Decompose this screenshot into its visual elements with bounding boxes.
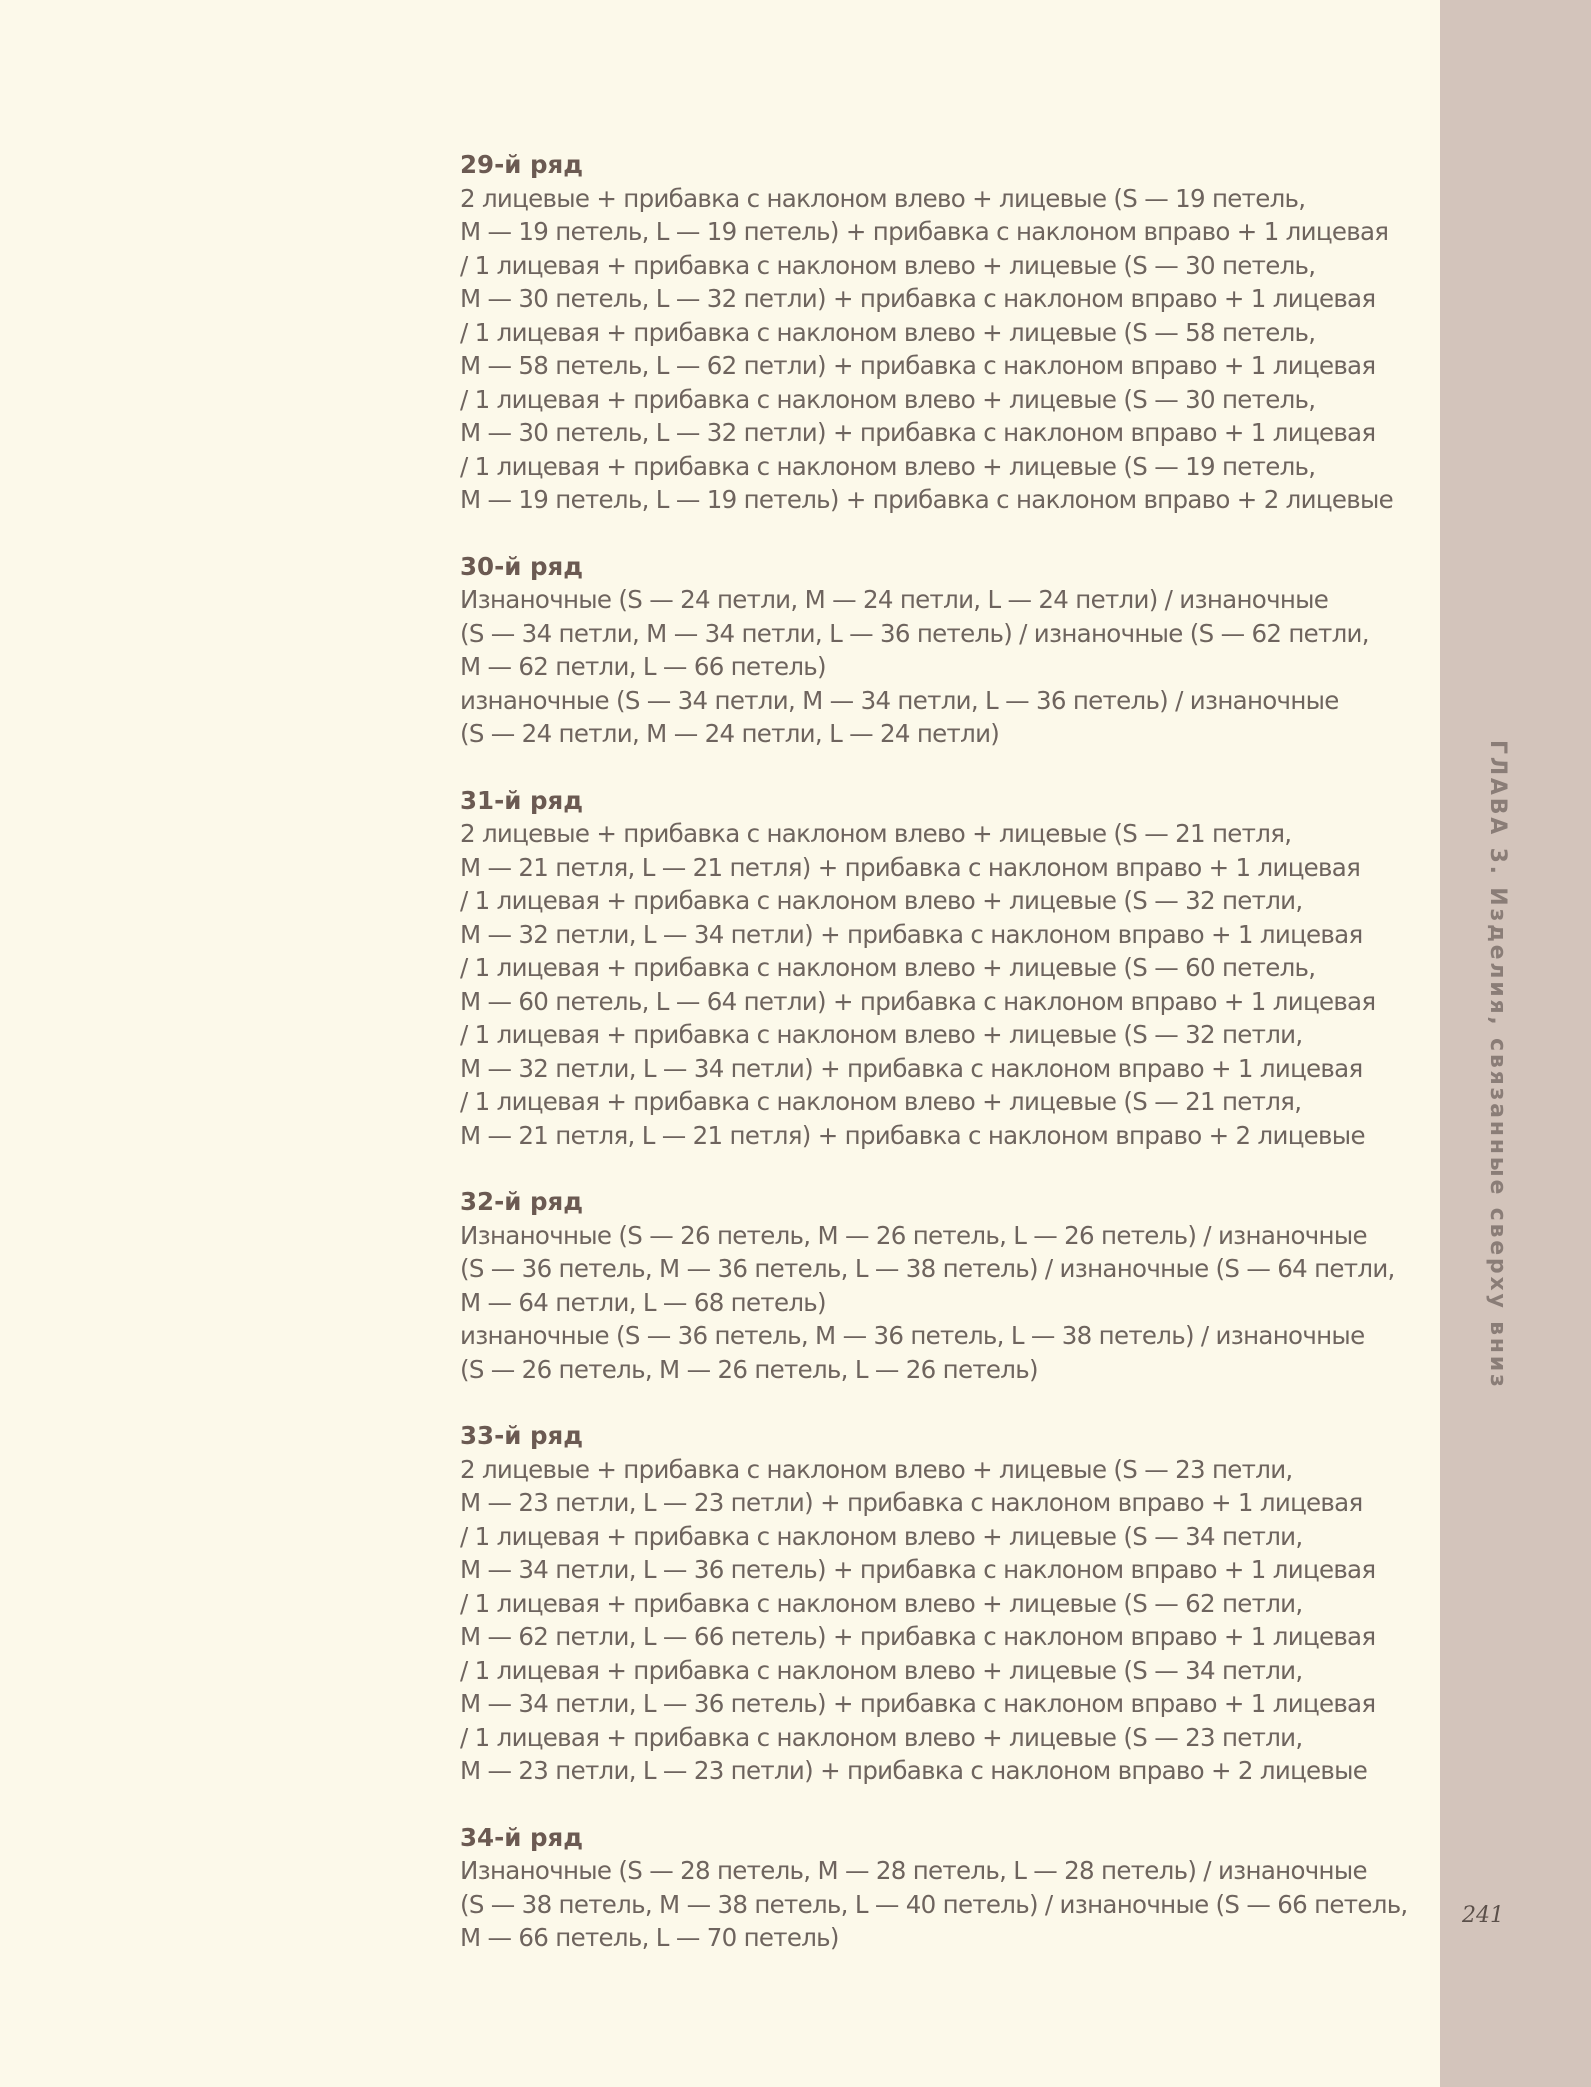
instruction-line: Изнаночные (S — 24 петли, M — 24 петли, L — 24 петли) / изнаночные bbox=[460, 585, 1329, 614]
instruction-line: M — 32 петли, L — 34 петли) + прибавка с наклоном вправо + 1 лицевая bbox=[460, 919, 1363, 949]
chapter-title: ГЛАВА 3. Изделия, связанные сверху вниз bbox=[1485, 740, 1510, 1390]
instruction-line: / 1 лицевая + прибавка с наклоном влево + лицевые (S — 32 петли, bbox=[460, 886, 1303, 915]
instruction-line: M — 32 петли, L — 34 петли) + прибавка с наклоном вправо + 1 лицевая bbox=[460, 1053, 1363, 1083]
row-section bbox=[460, 1419, 1400, 1788]
instruction-line: / 1 лицевая + прибавка с наклоном влево + лицевые (S — 34 петли, bbox=[460, 1655, 1303, 1685]
instruction-line: M — 19 петель, L — 19 петель) + прибавка с наклоном вправо + 1 лицевая bbox=[460, 217, 1389, 246]
instruction-line: / 1 лицевая + прибавка с наклоном влево + лицевые (S — 30 петель, bbox=[460, 250, 1316, 280]
instruction-line: M — 19 петель, L — 19 петель) + прибавка с наклоном вправо + 2 лицевые bbox=[460, 485, 1393, 514]
instruction-line: (S — 26 петель, M — 26 петель, L — 26 петель) bbox=[460, 1354, 1038, 1384]
row-heading: 34-й ряд bbox=[460, 1822, 584, 1852]
instruction-line: M — 23 петли, L — 23 петли) + прибавка с наклоном вправо + 2 лицевые bbox=[460, 1756, 1368, 1785]
instruction-line: / 1 лицевая + прибавка с наклоном влево + лицевые (S — 34 петли, bbox=[460, 1521, 1303, 1551]
instruction-line: 2 лицевые + прибавка с наклоном влево + лицевые (S — 21 петля, bbox=[460, 819, 1292, 848]
instruction-line: / 1 лицевая + прибавка с наклоном влево + лицевые (S — 32 петли, bbox=[460, 1020, 1303, 1049]
instruction-line: / 1 лицевая + прибавка с наклоном влево + лицевые (S — 60 петель, bbox=[460, 953, 1316, 982]
instruction-line: / 1 лицевая + прибавка с наклоном влево + лицевые (S — 21 петля, bbox=[460, 1087, 1302, 1116]
instruction-line: M — 34 петли, L — 36 петель) + прибавка с наклоном вправо + 1 лицевая bbox=[460, 1555, 1376, 1584]
instruction-line: Изнаночные (S — 26 петель, M — 26 петель, L — 26 петель) / изнаночные bbox=[460, 1220, 1367, 1250]
row-heading: 32-й ряд bbox=[460, 1187, 584, 1216]
instruction-line: (S — 38 петель, M — 38 петель, L — 40 петель) / изнаночные (S — 66 петель, bbox=[460, 1889, 1408, 1919]
instruction-line: / 1 лицевая + прибавка с наклоном влево + лицевые (S — 58 петель, bbox=[460, 317, 1316, 347]
row-heading: 33-й ряд bbox=[460, 1421, 584, 1450]
instruction-line: M — 60 петель, L — 64 петли) + прибавка с наклоном вправо + 1 лицевая bbox=[460, 986, 1376, 1016]
instruction-line: M — 58 петель, L — 62 петли) + прибавка с наклоном вправо + 1 лицевая bbox=[460, 351, 1376, 380]
instruction-line: / 1 лицевая + прибавка с наклоном влево + лицевые (S — 62 петли, bbox=[460, 1588, 1303, 1618]
instruction-line: M — 21 петля, L — 21 петля) + прибавка с наклоном вправо + 2 лицевые bbox=[460, 1120, 1365, 1150]
instruction-line: изнаночные (S — 36 петель, M — 36 петель, L — 38 петель) / изнаночные bbox=[460, 1321, 1365, 1350]
instruction-line: (S — 36 петель, M — 36 петель, L — 38 петель) / изнаночные (S — 64 петли, bbox=[460, 1254, 1395, 1283]
row-heading: 29-й ряд bbox=[460, 150, 584, 179]
chapter-side-band bbox=[1440, 0, 1591, 2087]
instruction-line: / 1 лицевая + прибавка с наклоном влево + лицевые (S — 30 петель, bbox=[460, 384, 1316, 414]
instruction-line: (S — 24 петли, M — 24 петли, L — 24 петли) bbox=[460, 719, 1000, 748]
row-heading: 30-й ряд bbox=[460, 551, 584, 581]
instruction-line: 2 лицевые + прибавка с наклоном влево + лицевые (S — 19 петель, bbox=[460, 183, 1306, 213]
instruction-line: M — 30 петель, L — 32 петли) + прибавка с наклоном вправо + 1 лицевая bbox=[460, 284, 1376, 313]
row-section bbox=[460, 550, 1400, 751]
row-heading: 31-й ряд bbox=[460, 785, 584, 815]
instruction-line: / 1 лицевая + прибавка с наклоном влево + лицевые (S — 23 петли, bbox=[460, 1722, 1303, 1752]
instruction-line: M — 21 петля, L — 21 петля) + прибавка с наклоном вправо + 1 лицевая bbox=[460, 852, 1361, 882]
instruction-line: M — 23 петли, L — 23 петли) + прибавка с наклоном вправо + 1 лицевая bbox=[460, 1488, 1363, 1517]
instruction-line: (S — 34 петли, M — 34 петли, L — 36 петель) / изнаночные (S — 62 петли, bbox=[460, 618, 1369, 648]
instruction-line: M — 64 петли, L — 68 петель) bbox=[460, 1287, 826, 1317]
row-section bbox=[460, 1821, 1408, 1955]
row-section bbox=[460, 784, 1400, 1153]
instruction-line: M — 62 петли, L — 66 петель) bbox=[460, 652, 826, 681]
instruction-line: M — 34 петли, L — 36 петель) + прибавка с наклоном вправо + 1 лицевая bbox=[460, 1689, 1376, 1718]
row-section bbox=[460, 1185, 1400, 1386]
row-section bbox=[460, 148, 1400, 517]
instruction-line: M — 62 петли, L — 66 петель) + прибавка с наклоном вправо + 1 лицевая bbox=[460, 1622, 1376, 1651]
page-number: 241 bbox=[1462, 1903, 1504, 1928]
instruction-line: / 1 лицевая + прибавка с наклоном влево + лицевые (S — 19 петель, bbox=[460, 451, 1316, 481]
instruction-line: M — 66 петель, L — 70 петель) bbox=[460, 1923, 839, 1952]
instruction-line: 2 лицевые + прибавка с наклоном влево + лицевые (S — 23 петли, bbox=[460, 1454, 1293, 1484]
instruction-line: M — 30 петель, L — 32 петли) + прибавка с наклоном вправо + 1 лицевая bbox=[460, 418, 1376, 447]
instruction-line: изнаночные (S — 34 петли, M — 34 петли, L — 36 петель) / изнаночные bbox=[460, 685, 1339, 715]
instruction-line: Изнаночные (S — 28 петель, M — 28 петель, L — 28 петель) / изнаночные bbox=[460, 1856, 1367, 1885]
page-content bbox=[460, 148, 1408, 1988]
